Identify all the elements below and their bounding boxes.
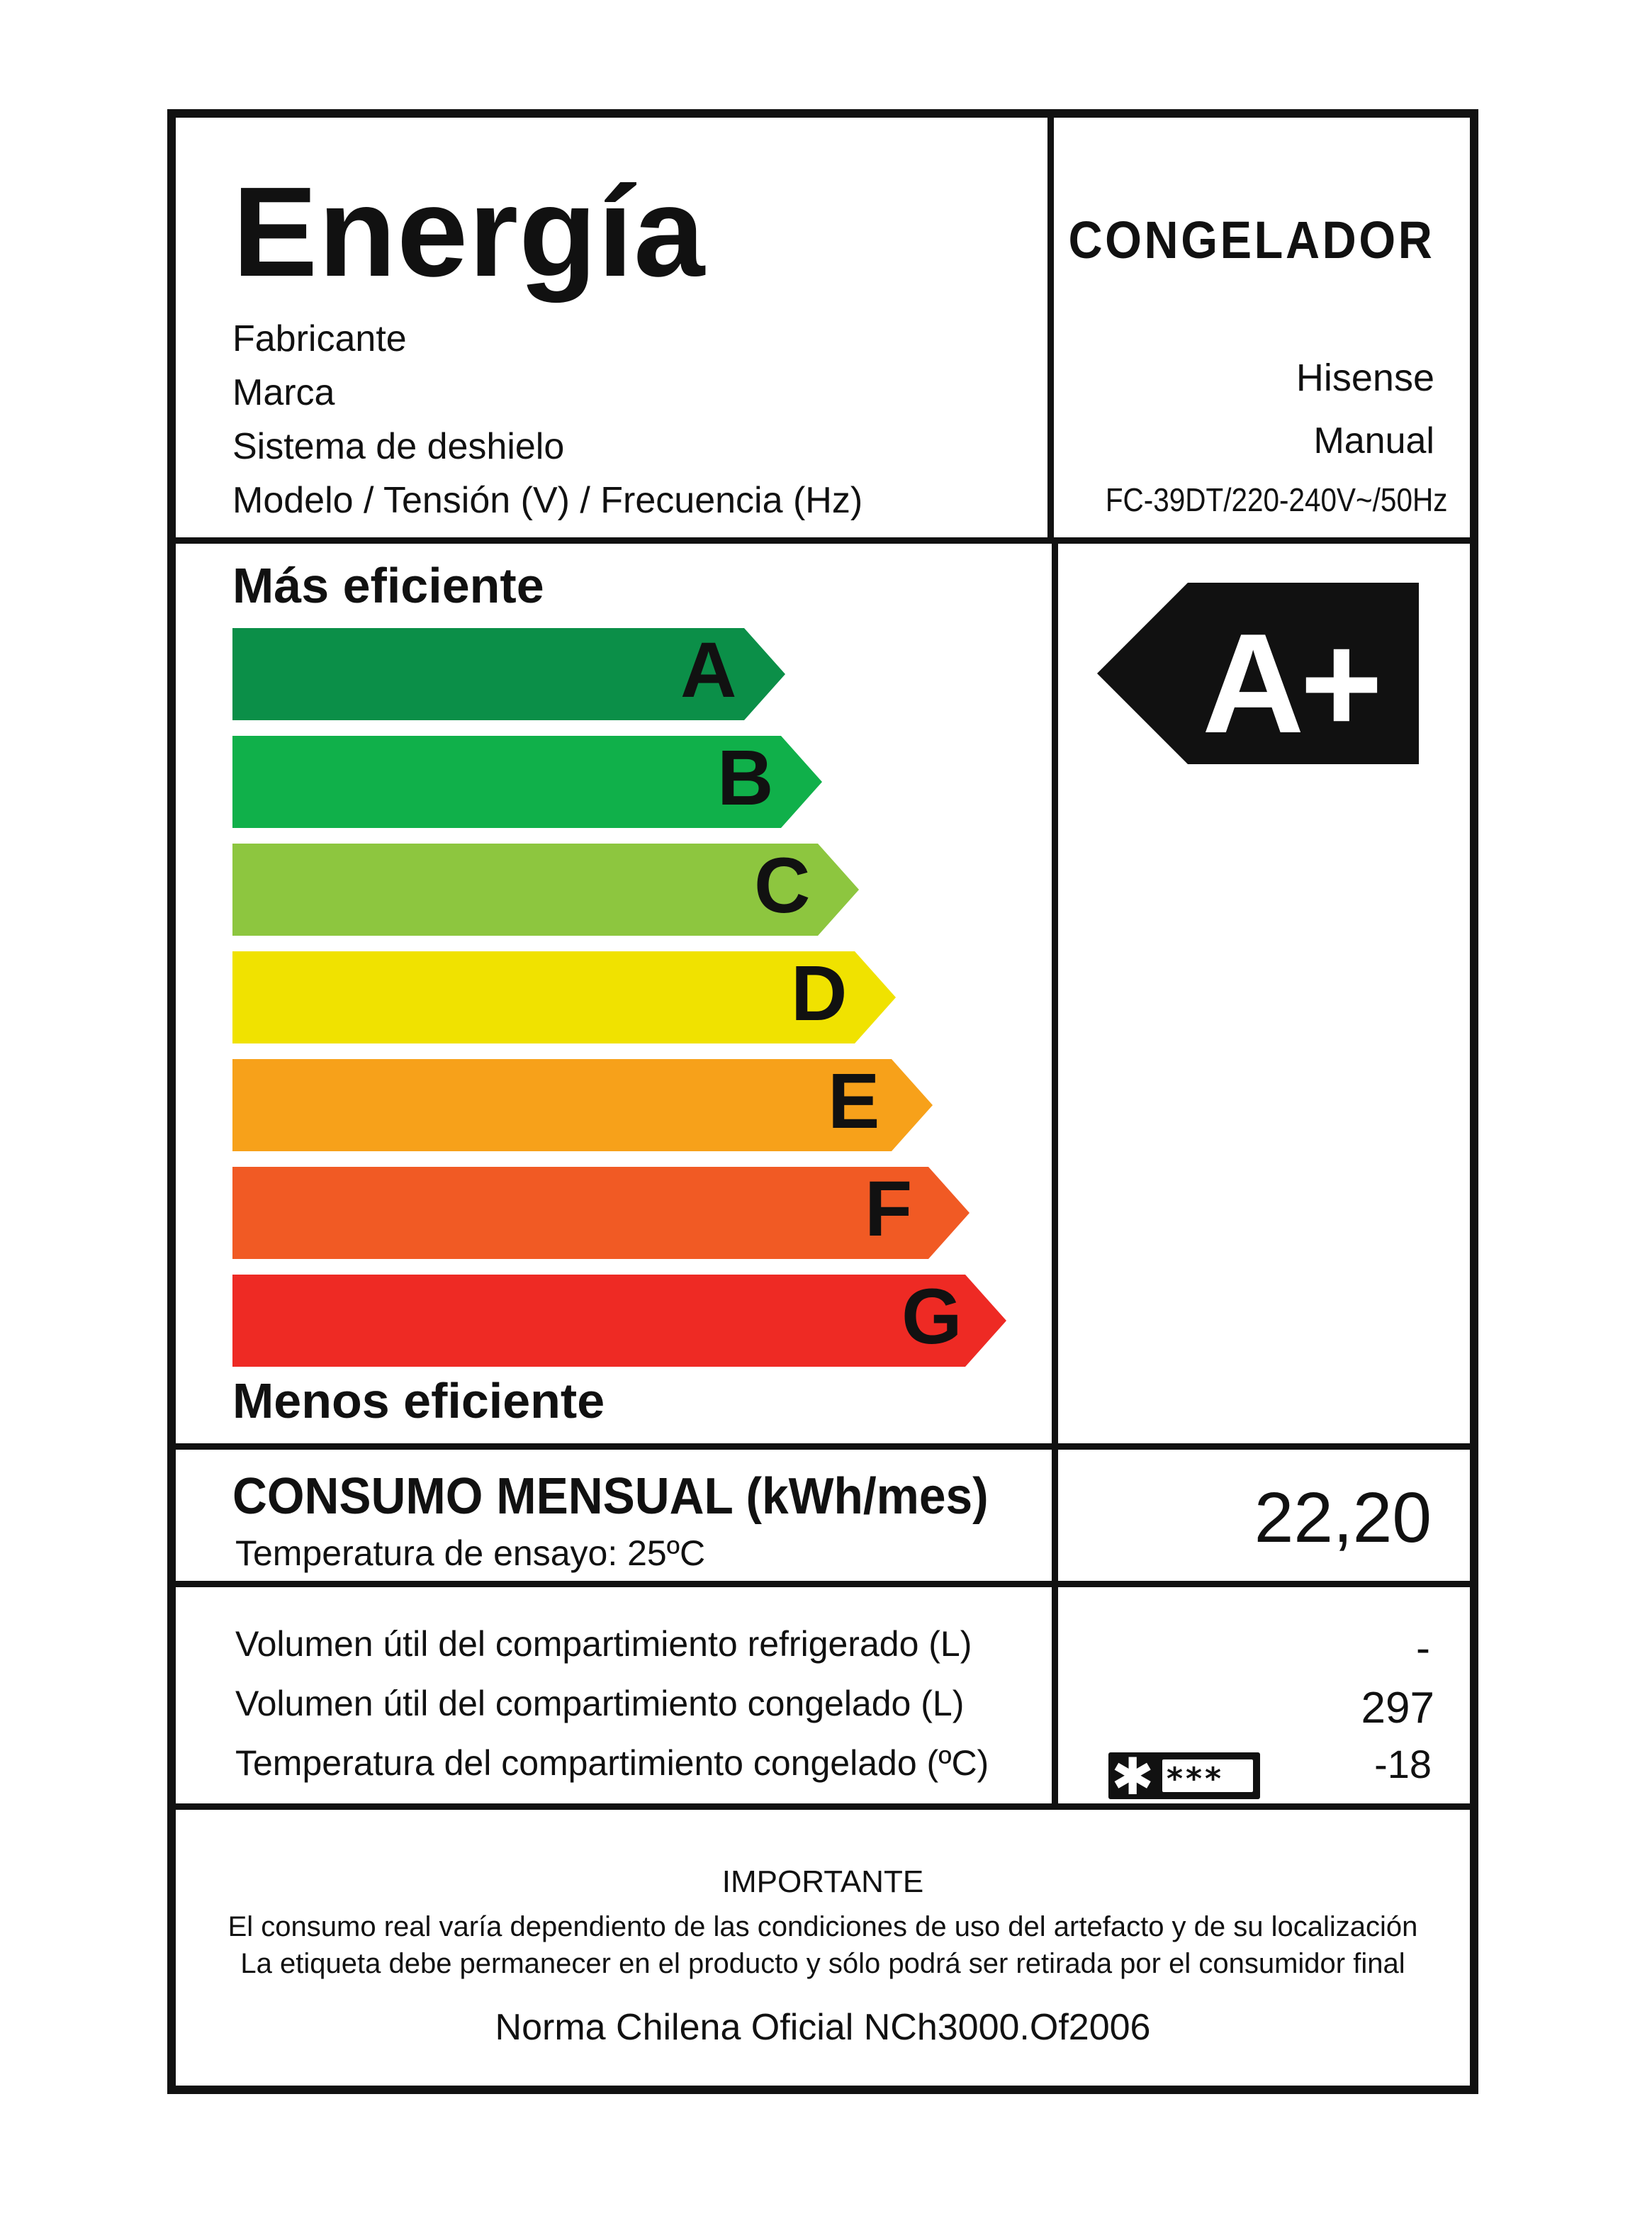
grade-bar-d bbox=[232, 951, 896, 1043]
temperature-label-congelado: Temperatura del compartimiento congelado (ºC) bbox=[235, 1743, 989, 1783]
volume-label-refrigerado: Volumen útil del compartimiento refrigerado (L) bbox=[235, 1624, 972, 1664]
grade-letter-d: D bbox=[791, 950, 848, 1037]
value-deshielo: Manual bbox=[1313, 420, 1434, 461]
grade-bar-a bbox=[232, 628, 785, 720]
energy-label bbox=[167, 109, 1478, 2094]
grade-letter-a: A bbox=[680, 627, 737, 714]
field-label-fabricante: Fabricante bbox=[232, 318, 407, 359]
volume-value-congelado: 297 bbox=[1361, 1684, 1434, 1733]
grade-letter-g: G bbox=[901, 1273, 962, 1360]
freezer-star-rating bbox=[1108, 1747, 1260, 1806]
snowflake-star-icon: ✱ bbox=[1111, 1747, 1154, 1806]
volume-value-refrigerado: - bbox=[1416, 1624, 1430, 1672]
freezer-stars-box bbox=[1162, 1759, 1253, 1797]
field-label-modelo: Modelo / Tensión (V) / Frecuencia (Hz) bbox=[232, 480, 863, 521]
rating-arrow bbox=[1097, 583, 1419, 768]
grade-bar-b bbox=[232, 736, 822, 828]
field-label-deshielo: Sistema de deshielo bbox=[232, 426, 565, 467]
volume-label-congelado: Volumen útil del compartimiento congelado (L) bbox=[235, 1684, 965, 1723]
consumo-title: CONSUMO MENSUAL (kWh/mes) bbox=[232, 1468, 989, 1525]
divider-scale bbox=[176, 1443, 1470, 1450]
grade-bar-g bbox=[232, 1275, 1006, 1367]
grade-letter-f: F bbox=[865, 1165, 913, 1253]
divider-vertical-bottom bbox=[1052, 540, 1058, 1803]
temperature-value-congelado: -18 bbox=[1374, 1742, 1432, 1786]
divider-volumes bbox=[176, 1803, 1470, 1810]
scale-top-label: Más eficiente bbox=[232, 558, 544, 613]
important-line-2: La etiqueta debe permanecer en el producto y sólo podrá ser retirada por el consumidor final bbox=[240, 1948, 1405, 1979]
scale-bottom-label: Menos eficiente bbox=[232, 1373, 605, 1428]
important-title: IMPORTANTE bbox=[721, 1864, 924, 1899]
consumo-value: 22,20 bbox=[1254, 1478, 1432, 1557]
grade-bar-shape-f bbox=[232, 1167, 970, 1259]
freezer-stars: *** bbox=[1167, 1761, 1225, 1797]
grade-letter-b: B bbox=[717, 734, 774, 822]
divider-consumo bbox=[176, 1581, 1470, 1587]
norma-text: Norma Chilena Oficial NCh3000.Of2006 bbox=[495, 2007, 1151, 2048]
grade-letter-e: E bbox=[828, 1058, 880, 1145]
grade-bar-c bbox=[232, 844, 859, 936]
rating-value: A+ bbox=[1202, 605, 1379, 763]
grade-bar-e bbox=[232, 1059, 933, 1151]
field-label-marca: Marca bbox=[232, 372, 335, 413]
divider-vertical-top bbox=[1047, 118, 1054, 540]
value-modelo bbox=[1105, 481, 1447, 519]
voltage-frequency: /220-240V~/50Hz bbox=[1223, 481, 1447, 518]
divider-header bbox=[176, 537, 1470, 544]
page-title: Energía bbox=[232, 161, 706, 303]
value-fabricante: Hisense bbox=[1296, 357, 1434, 399]
category-label: CONGELADOR bbox=[1067, 211, 1434, 269]
grade-bar-shape-g bbox=[232, 1275, 1006, 1367]
model-number: FC-39DT bbox=[1105, 481, 1223, 518]
important-line-1: El consumo real varía dependiento de las condiciones de uso del artefacto y de su localización bbox=[227, 1911, 1418, 1942]
grade-letter-c: C bbox=[754, 842, 811, 929]
grade-bar-f bbox=[232, 1167, 970, 1259]
consumo-subtitle: Temperatura de ensayo: 25ºC bbox=[235, 1533, 706, 1573]
